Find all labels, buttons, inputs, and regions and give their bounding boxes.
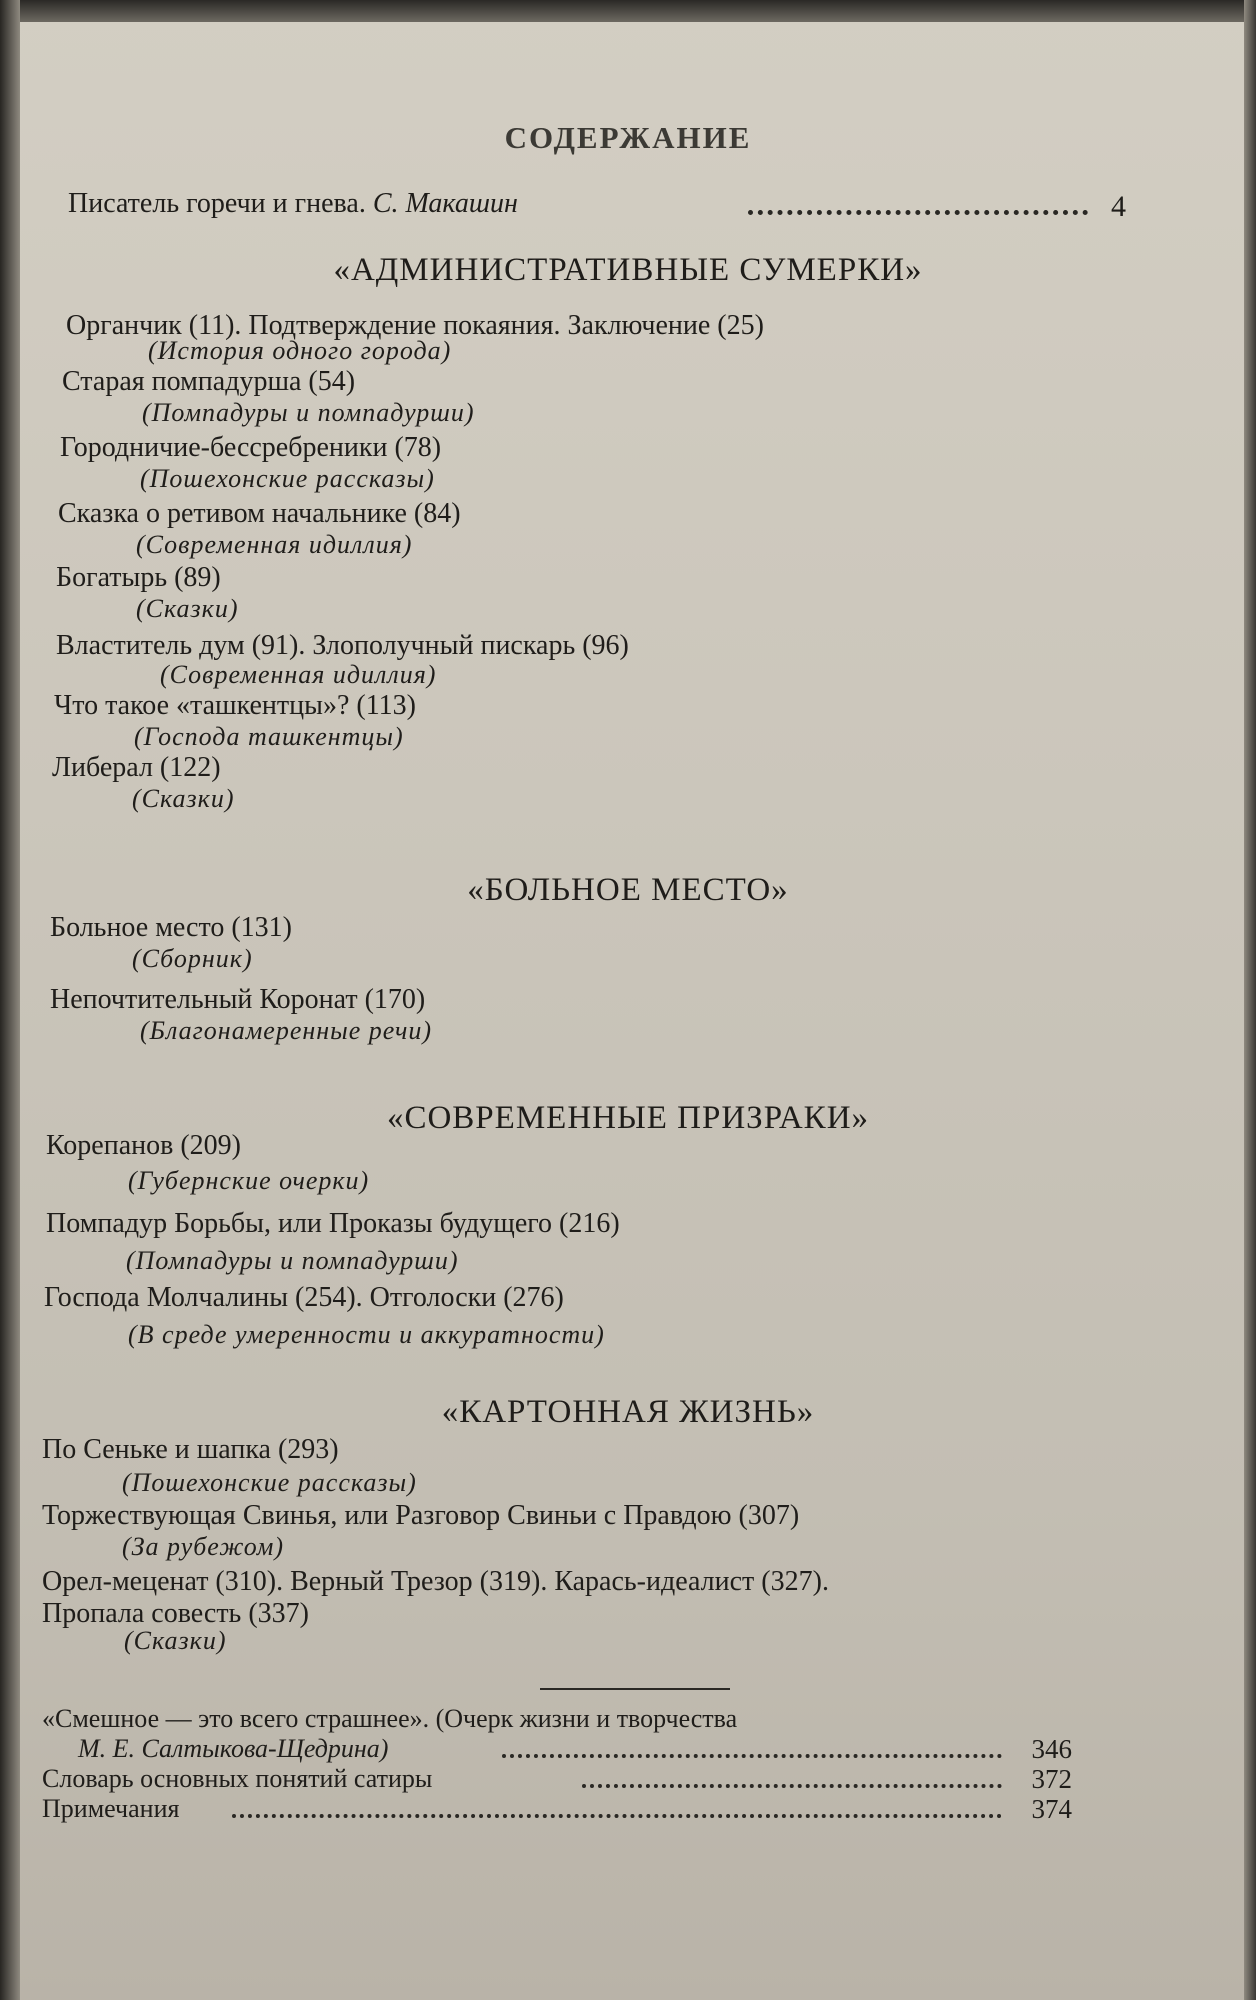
toc-source: (Сказки) [136,594,239,623]
toc-source: (Помпадуры и помпадурши) [126,1246,459,1275]
section-heading: «КАРТОННАЯ ЖИЗНЬ» [441,1394,815,1430]
divider-line [540,1688,730,1690]
dictionary-title: Словарь основных понятий сатиры [42,1764,433,1793]
toc-entry: Корепанов (209) [46,1130,241,1161]
book-binding-top [0,0,1256,22]
section-heading: «БОЛЬНОЕ МЕСТО» [467,872,789,908]
toc-source: (Благонамеренные речи) [140,1016,433,1045]
toc-source: (Современная идиллия) [160,660,437,689]
dot-leader [232,1800,1002,1818]
toc-entry: Орел-меценат (310). Верный Трезор (319). Карась-идеалист (327). [42,1566,829,1597]
dot-leader [748,194,1088,215]
toc-source: (В среде умеренности и аккуратности) [128,1320,605,1349]
dictionary-page-number: 372 [1031,1764,1072,1794]
toc-source: (Сборник) [132,944,253,973]
page-title: СОДЕРЖАНИЕ [504,120,752,155]
back-essay-line2 [42,1734,1072,1764]
back-notes [42,1794,1072,1824]
toc-source: (Господа ташкентцы) [134,722,404,751]
essay-line2: М. Е. Салтыкова-Щедрина) [78,1734,389,1763]
toc-entry: Господа Молчалины (254). Отголоски (276) [44,1282,564,1313]
toc-entry: Пропала совесть (337) [42,1598,309,1629]
dot-leader [582,1770,1002,1788]
toc-entry: Что такое «ташкентцы»? (113) [54,690,416,721]
section-heading: «СОВРЕМЕННЫЕ ПРИЗРАКИ» [386,1100,870,1136]
toc-entry: Богатырь (89) [56,562,221,593]
back-essay-title [42,1704,737,1734]
notes-page-number: 374 [1031,1794,1072,1824]
toc-entry: Сказка о ретивом начальнике (84) [58,498,461,529]
toc-entry: Помпадур Борьбы, или Проказы будущего (216) [46,1208,620,1239]
toc-entry: Либерал (122) [52,752,221,783]
toc-source: (Пошехонские рассказы) [140,464,435,493]
intro-author: С. Макашин [372,188,518,219]
back-dictionary [42,1764,1072,1794]
toc-entry: Городничие-бессребреники (78) [60,432,442,463]
toc-source: (Пошехонские рассказы) [122,1468,417,1497]
notes-title: Примечания [42,1794,180,1823]
intro-page-number: 4 [1111,190,1126,223]
toc-entry: Непочтительный Коронат (170) [50,984,426,1015]
toc-entry: Больное место (131) [50,912,292,943]
toc-entry: Органчик (11). Подтверждение покаяния. Заключение (25) [66,310,764,341]
toc-entry: Властитель дум (91). Злополучный пискарь (96) [56,630,629,661]
book-binding-left [0,0,20,2000]
book-binding-right [1244,0,1256,2000]
toc-source: (Губернские очерки) [128,1166,370,1195]
dot-leader [502,1740,1002,1758]
toc-source: (Сказки) [132,784,235,813]
toc-source: (Помпадуры и помпадурши) [142,398,475,427]
essay-page-number: 346 [1031,1734,1072,1764]
toc-source: (Сказки) [124,1626,227,1655]
toc-entry: Старая помпадурша (54) [62,366,356,397]
toc-source: (История одного города) [148,336,452,365]
intro-entry [68,188,1126,228]
intro-text: Писатель горечи и гнева. [68,188,366,219]
section-heading: «АДМИНИСТРАТИВНЫЕ СУМЕРКИ» [333,252,923,288]
toc-entry: Торжествующая Свинья, или Разговор Свиньи с Правдою (307) [42,1500,800,1531]
toc-source: (Современная идиллия) [136,530,413,559]
toc-source: (За рубежом) [122,1532,284,1561]
essay-line1: «Смешное — это всего страшнее». (Очерк жизни и творчества [42,1704,738,1733]
toc-entry: По Сеньке и шапка (293) [42,1434,339,1465]
